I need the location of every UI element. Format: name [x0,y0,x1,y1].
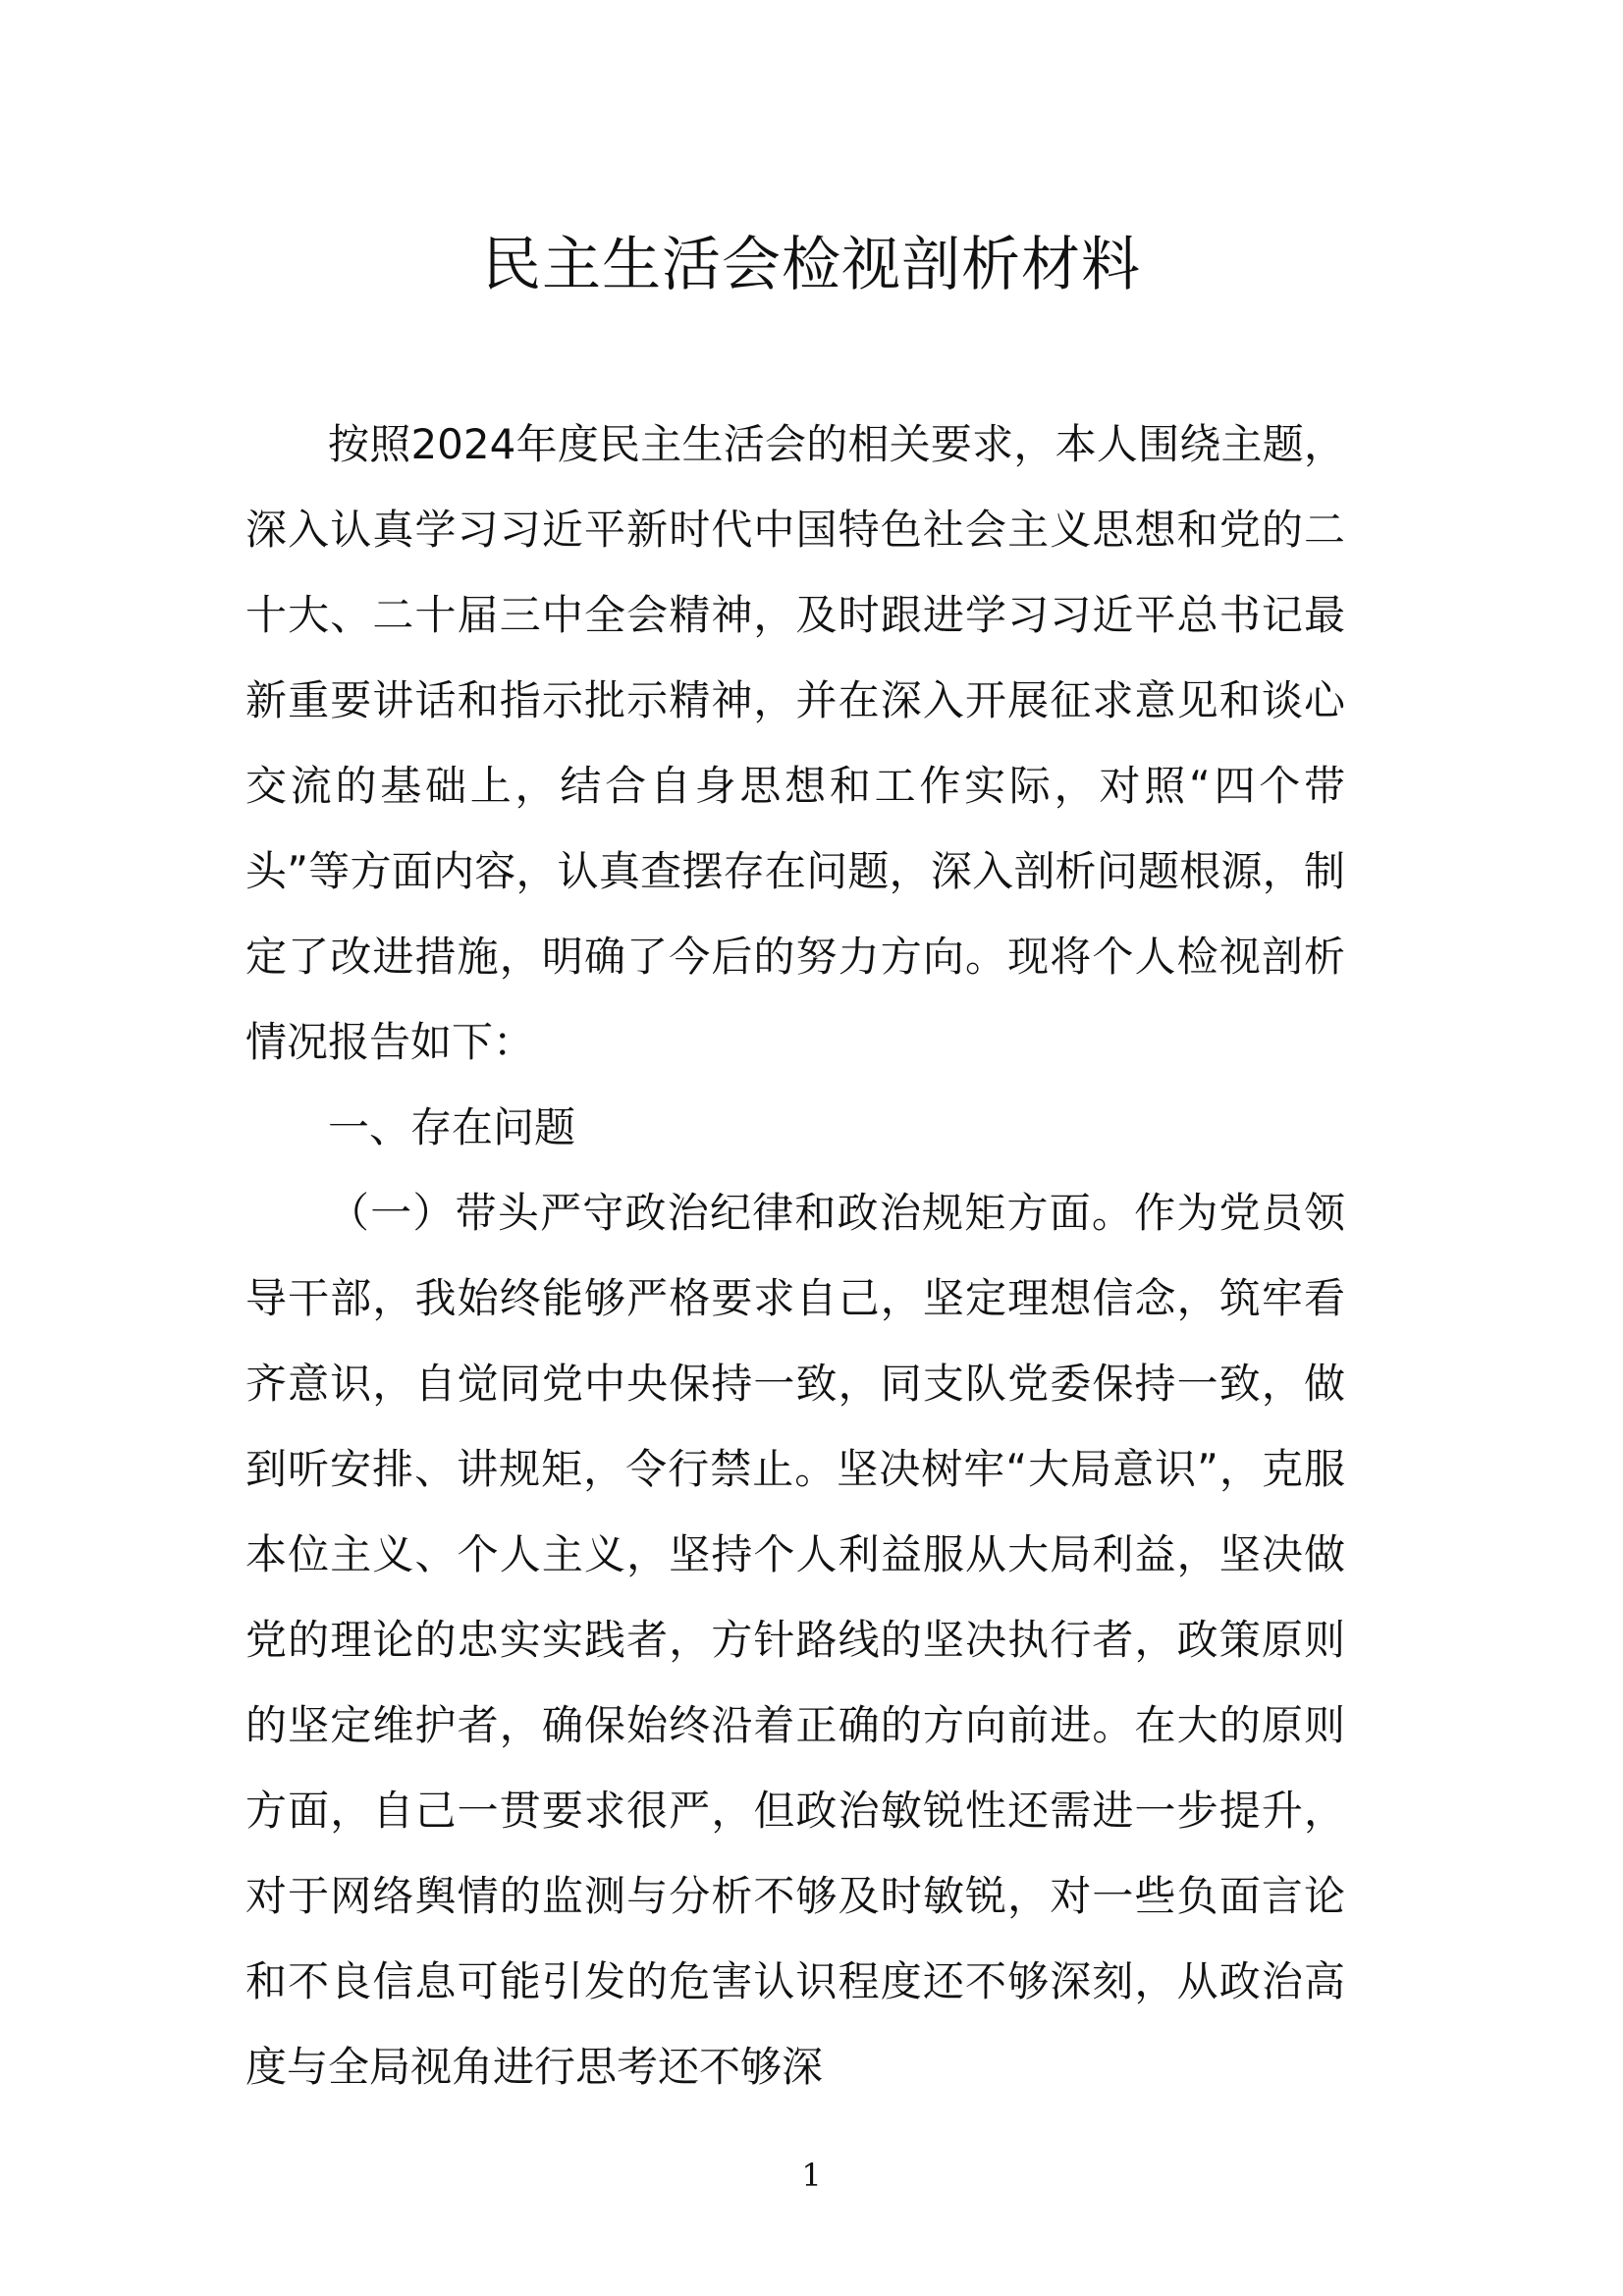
document-body [245,401,1345,2109]
intro-paragraph: 按照2024年度民主生活会的相关要求，本人围绕主题，深入认真学习习近平新时代中国特色社会主义思想和党的二十大、二十届三中全会精神，及时跟进学习习近平总书记最新重要讲话和指示批示精神，并在深入开展征求意见和谈心交流的基础上，结合自身思想和工作实际，对照“四个带头”等方面内容，认真查摆存在问题，深入剖析问题根源，制定了改进措施，明确了今后的努力方向。现将个人检视剖析情况报告如下： [245,420,1345,1066]
subsection-paragraph: （一）带头严守政治纪律和政治规矩方面。作为党员领导干部，我始终能够严格要求自己，坚定理想信念，筑牢看齐意识，自觉同党中央保持一致，同支队党委保持一致，做到听安排、讲规矩，令行禁止。坚决树牢“大局意识”，克服本位主义、个人主义，坚持个人利益服从大局利益，坚决做党的理论的忠实实践者，方针路线的坚决执行者，政策原则的坚定维护者，确保始终沿着正确的方向前进。在大的原则方面，自己一贯要求很严，但政治敏锐性还需进一步提升，对于网络舆情的监测与分析不够及时敏锐，对一些负面言论和不良信息可能引发的危害认识程度还不够深刻，从政治高度与全局视角进行思考还不够深 [245,1189,1345,2091]
page-number: 1 [801,2157,822,2194]
section-heading: 一、存在问题 [328,1103,576,1151]
document-title: 民主生活会检视剖析材料 [482,231,1141,299]
